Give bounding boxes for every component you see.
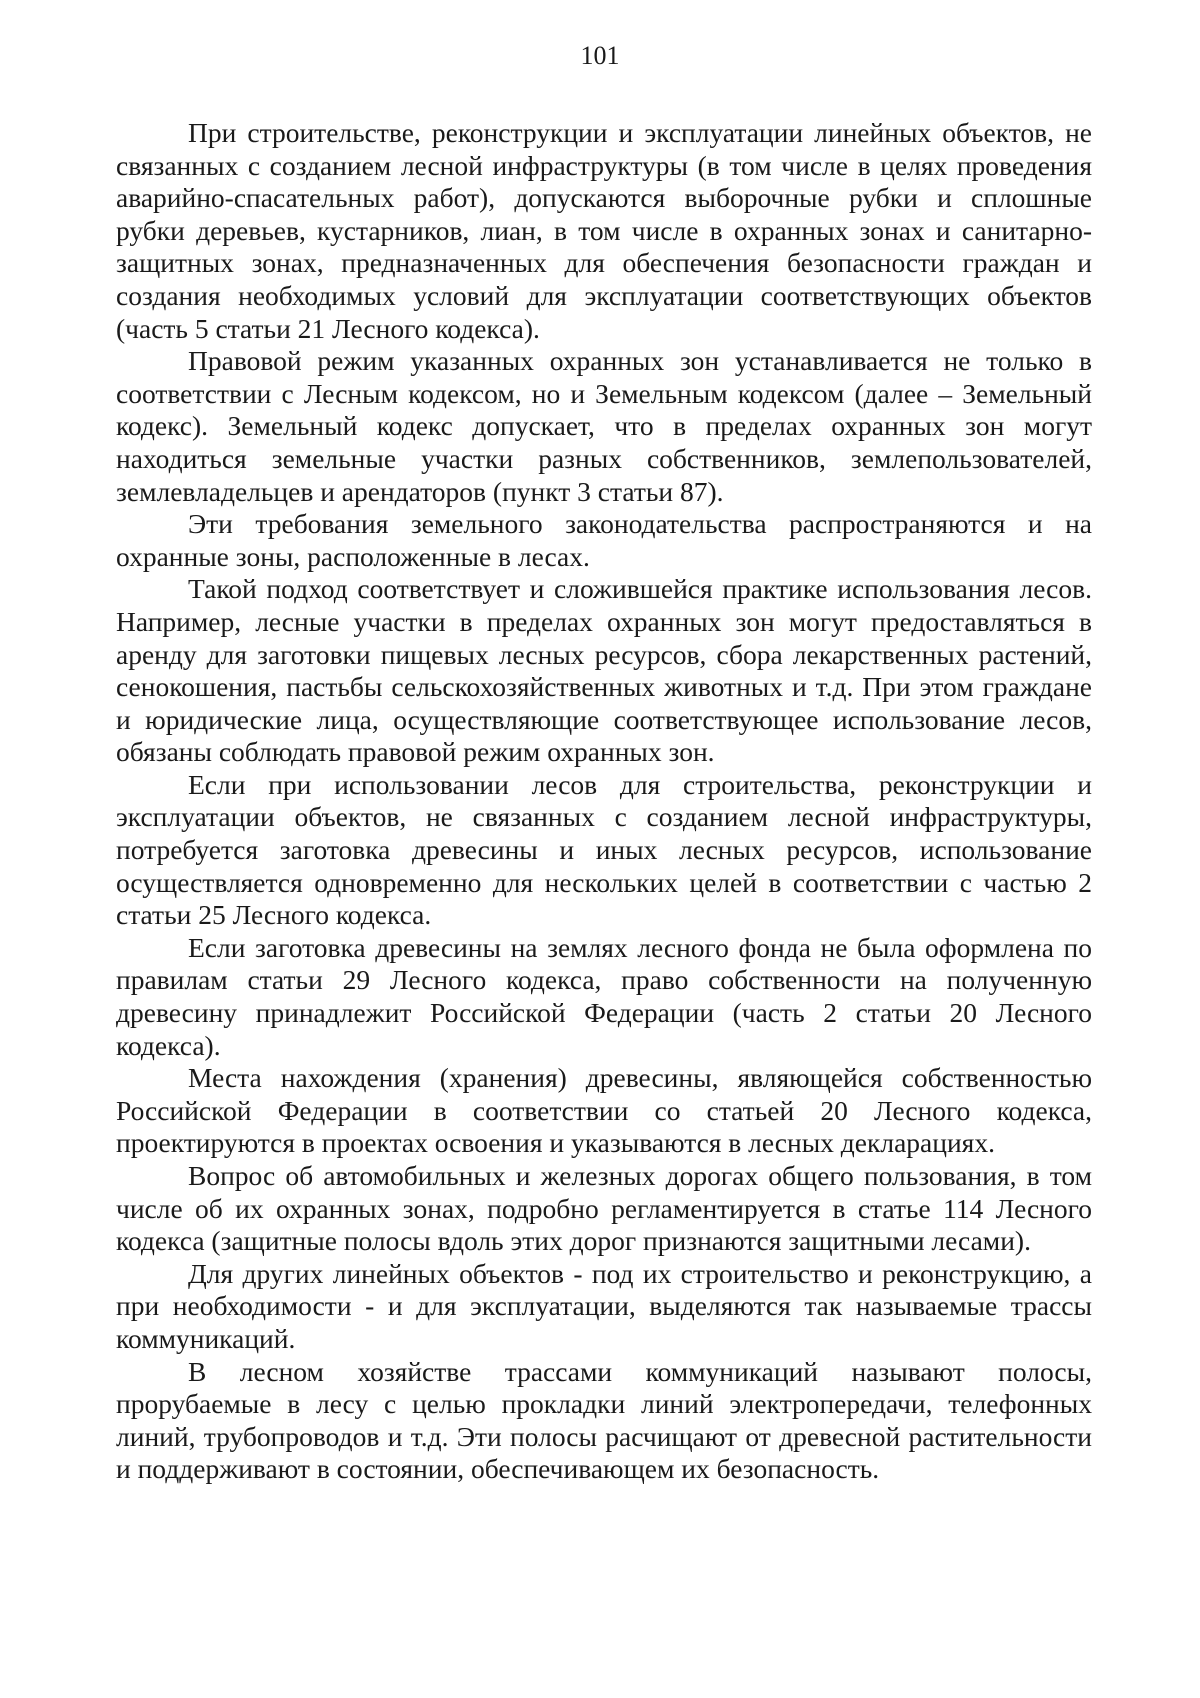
paragraph-3: Эти требования земельного законодательства распространяются и на охранные зоны, расположенные в лесах. bbox=[116, 508, 1092, 572]
paragraph-7: Места нахождения (хранения) древесины, являющейся собственностью Российской Федерации в соответствии со статьей 20 Лесного кодекса, проектируются в проектах освоения и указываются в лесных декларациях. bbox=[116, 1062, 1092, 1159]
paragraph-4: Такой подход соответствует и сложившейся практике использования лесов. Например, лесные участки в пределах охранных зон могут предоставляться в аренду для заготовки пищевых лесных ресурсов, сбора лекарственных растений, сенокошения, пастьбы сельскохозяйственных животных и т.д. При этом граждане и юридические лица, осуществляющие соответствующее использование лесов, обязаны соблюдать правовой режим охранных зон. bbox=[116, 573, 1092, 768]
paragraph-5: Если при использовании лесов для строительства, реконструкции и эксплуатации объектов, не связанных с созданием лесной инфраструктуры, потребуется заготовка древесины и иных лесных ресурсов, использование осуществляется одновременно для нескольких целей в соответствии с частью 2 статьи 25 Лесного кодекса. bbox=[116, 768, 1092, 931]
paragraph-1: При строительстве, реконструкции и эксплуатации линейных объектов, не связанных с созданием лесной инфраструктуры (в том числе в целях проведения аварийно-спасательных работ), допускаются выборочные рубки и сплошные рубки деревьев, кустарников, лиан, в том числе в охранных зонах и санитарно-защитных зонах, предназначенных для обеспечения безопасности граждан и создания необходимых условий для эксплуатации соответствующих объектов (часть 5 статьи 21 Лесного кодекса). bbox=[116, 117, 1092, 344]
paragraph-10: В лесном хозяйстве трассами коммуникаций называют полосы, прорубаемые в лесу с целью прокладки линий электропередачи, телефонных линий, трубопроводов и т.д. Эти полосы расчищают от древесной растительности и поддерживают в состоянии, обеспечивающем их безопасность. bbox=[116, 1355, 1092, 1485]
paragraph-6: Если заготовка древесины на землях лесного фонда не была оформлена по правилам статьи 29 Лесного кодекса, право собственности на полученную древесину принадлежит Российской Федерации (часть 2 статьи 20 Лесного кодекса). bbox=[116, 931, 1092, 1061]
paragraph-2: Правовой режим указанных охранных зон устанавливается не только в соответствии с Лесным кодексом, но и Земельным кодексом (далее – Земельный кодекс). Земельный кодекс допускает, что в пределах охранных зон могут находиться земельные участки разных собственников, землепользователей, землевладельцев и арендаторов (пункт 3 статьи 87). bbox=[116, 345, 1092, 507]
paragraph-8: Вопрос об автомобильных и железных дорогах общего пользования, в том числе об их охранных зонах, подробно регламентируется в статье 114 Лесного кодекса (защитные полосы вдоль этих дорог признаются защитными лесами). bbox=[116, 1160, 1092, 1257]
document-body bbox=[116, 117, 1092, 1486]
paragraph-9: Для других линейных объектов - под их строительство и реконструкцию, а при необходимости - и для эксплуатации, выделяются так называемые трассы коммуникаций. bbox=[116, 1257, 1092, 1354]
page-number: 101 bbox=[580, 41, 620, 70]
